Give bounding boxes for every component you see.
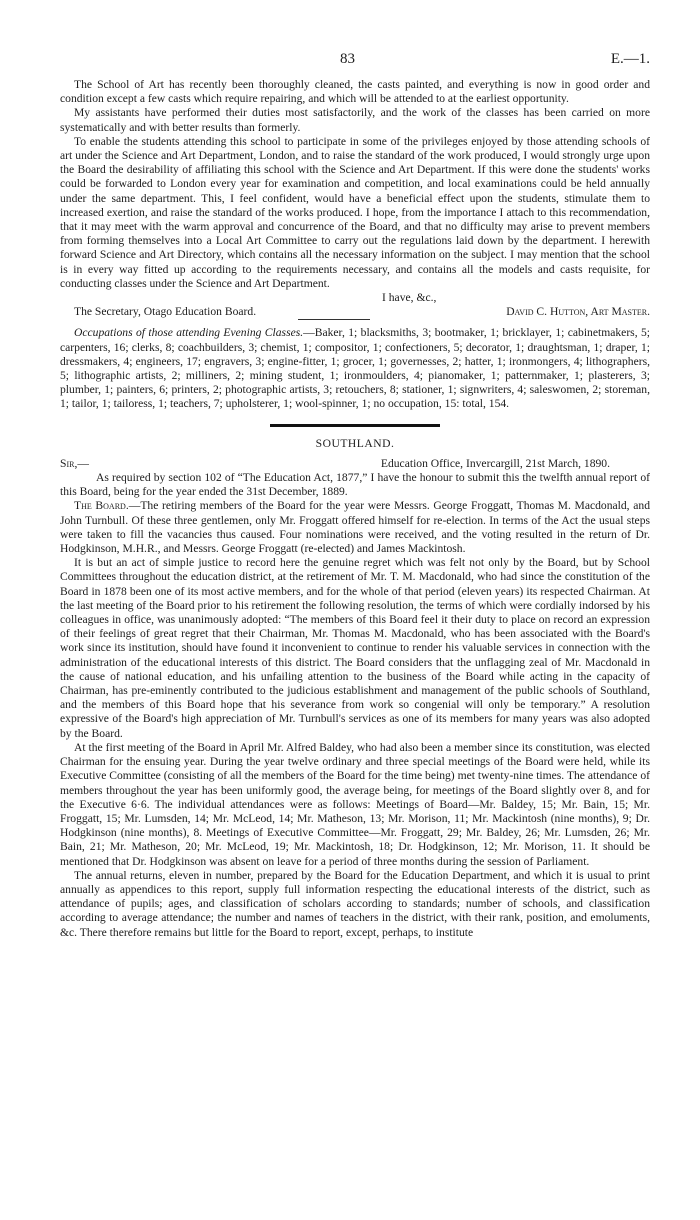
meetings-paragraph: At the first meeting of the Board in April Mr. Alfred Baldey, who had also been a member since its constitution, was elected Chairman for the ensuing year. During the year twelve ordinary and three special meetings of the Board were held, while its Executive Committee (consisting of all the members of the Board for the time being) met twenty-nine times. The attendance of members throughout the year has been uniformly good, the average being, for meetings of the Board slightly over 8, and for the Executive 6·6. The individual attendances were as follows: Meetings of Board—Mr. Baldey, 15; Mr. Bain, 15; Mr. Froggatt, 15; Mr. Lumsden, 14; Mr. McLeod, 14; Mr. Matheson, 13; Mr. Morison, 11; Mr. Mackintosh (nine months), 9; Dr. Hodgkinson (nine months), 8. Meetings of Executive Committee—Mr. Froggatt, 29; Mr. Baldey, 26; Mr. Lumsden, 26; Mr. Bain, 21; Mr. Matheson, 20; Mr. McLeod, 19; Mr. Mackintosh, 18; Dr. Hodgkinson, 12; Mr. Morison, 11. It should be mentioned that Dr. Hodgkinson was absent on leave for a period of three months during the session of Parliament. bbox=[60, 740, 650, 868]
returns-paragraph: The annual returns, eleven in number, prepared by the Board for the Education Department, and which it is usual to print annually as appendices to this report, supply full information respecting the educational interests of the district, such as attendance of pupils; ages, and classification of scholars according to standards; number of schools, and classification according to average attendance; the number and names of teachers in the district, with their rank, position, and emoluments, &c. There therefore remains but little for the Board to report, except, perhaps, to institute bbox=[60, 868, 650, 939]
art-paragraph-1: The School of Art has recently been thoroughly cleaned, the casts painted, and everything is now in good order and condition except a few casts which require repairing, and which will be attended to at the earliest opportunity. bbox=[60, 78, 650, 106]
dateline: Education Office, Invercargill, 21st March, 1890. bbox=[380, 456, 610, 470]
art-paragraph-3: To enable the students attending this school to participate in some of the privileges enjoyed by those attending schools of art under the Science and Art Department, London, and to raise the standard of the work produced, I would strongly urge upon the Board the desirability of affiliating this school with the Science and Art Department. If this were done the students' works could be forwarded to London every year for examination and competition, and local examinations could be held annually under the same department. This, I feel confident, would have a beneficial effect upon the students, stimulate them to increased exertion, and raise the standard of the works produced. I hope, from the importance I attach to this recommendation, that it may meet with the warm approval and concurrence of the Board, and that no difficulty may arise to prevent members from forming themselves into a Local Art Committee to carry out the regulations laid down by the department. I herewith forward Science and Art Directory, which contains all the necessary information on the subject. I may mention that the school is in every way fitted up according to the requirements necessary, and contains all the models and casts requisite, for conducting classes under the Science and Art Department. bbox=[60, 134, 650, 290]
short-divider bbox=[298, 319, 370, 320]
occupations-text: —Baker, 1; blacksmiths, 3; bootmaker, 1; bricklayer, 1; cabinetmakers, 5; carpenters, 16; clerks, 8; coachbuilders, 3; chemist, 1; compositor, 1; confectioners, 5; decorator, 1; draughtsman, 1; draper, 1; dressmakers, 4; engineers, 17; engravers, 3; engine-fitter, 1; grocer, 1; governesses, 2; hatter, 1; ironmongers, 4; lithographers, 5; lithographic artists, 2; milliners, 2; mining student, 1; ironmoulders, 4; pianomaker, 1; patternmaker, 1; plasterers, 3; plumber, 1; painters, 6; printers, 2; photographic artists, 3; retouchers, 8; stationer, 1; signwriters, 4; saleswomen, 2; storeman, 1; tailor, 1; tailoress, 1; teachers, 7; upholsterer, 1; wool-spinner, 1; no occupation, 15: total, 154. bbox=[60, 326, 650, 411]
section-title: SOUTHLAND. bbox=[315, 436, 395, 450]
art-signoff bbox=[60, 291, 650, 305]
addressee: The Secretary, Otago Education Board. bbox=[74, 305, 257, 319]
page-header bbox=[60, 50, 650, 78]
section-divider bbox=[270, 424, 440, 427]
page-reference: E.—1. bbox=[610, 51, 650, 67]
board-runin-heading: The Board. bbox=[74, 499, 129, 513]
salutation-row bbox=[60, 457, 650, 471]
tribute-paragraph: It is but an act of simple justice to record here the genuine regret which was felt not only by the Board, but by School Committees throughout the education district, at the retirement of Mr. T. M. Macdonald, who had since the constitution of the Board in 1878 been one of its most active members, and for the whole of that period (eleven years) its respected Chairman. At the last meeting of the Board prior to his retirement the following resolution, the terms of which were cordially indorsed by his colleagues in office, was unanimously adopted: “The members of this Board feel it their duty to place on record an expression of their feelings of great regret that their Chairman, Mr. Thomas M. Macdonald, who has been associated with the Board's work since its institution, should have found it inconvenient to continue to render his valuable services in connection with the administration of the educational interests of this district. The Board considers that the unflagging zeal of Mr. Macdonald in the cause of national education, and his unfailing attention to the business of the Board while acting in the capacity of Chairman, has pre-eminently contributed to the judicious establishment and management of the public schools of Southland, and the members of this Board hope that his severance from work so congenial will only be temporary.” A resolution expressive of the Board's high appreciation of Mr. Turnbull's services as one of its members for many years was also adopted by the Board. bbox=[60, 556, 650, 740]
board-paragraph bbox=[60, 499, 650, 556]
signatory: David C. Hutton, Art Master. bbox=[506, 305, 650, 319]
closing-phrase: I have, &c., bbox=[382, 291, 437, 305]
page-number: 83 bbox=[340, 51, 355, 67]
occupations-paragraph bbox=[60, 326, 650, 411]
salutation: Sir,— bbox=[60, 456, 89, 470]
board-paragraph-text: —The retiring members of the Board for the year were Messrs. George Froggatt, Thomas M. Macdonald, and John Turnbull. Of these three gentlemen, only Mr. Froggatt offered himself for re-election. In terms of the Act the usual steps were taken to fill the vacancies thus caused. Four nominations were received, and the voting resulted in the return of Dr. Hodgkinson, M.H.R., and Messrs. George Froggatt (re-elected) and James Mackintosh. bbox=[60, 499, 650, 556]
art-addressee-row bbox=[60, 305, 650, 319]
occupations-lead: Occupations of those attending Evening Classes. bbox=[74, 326, 304, 340]
intro-paragraph: As required by section 102 of “The Education Act, 1877,” I have the honour to submit this the twelfth annual report of this Board, being for the year ended the 31st December, 1889. bbox=[60, 471, 650, 499]
art-paragraph-2: My assistants have performed their duties most satisfactorily, and the work of the classes has been carried on more systematically and with better results than formerly. bbox=[60, 106, 650, 134]
